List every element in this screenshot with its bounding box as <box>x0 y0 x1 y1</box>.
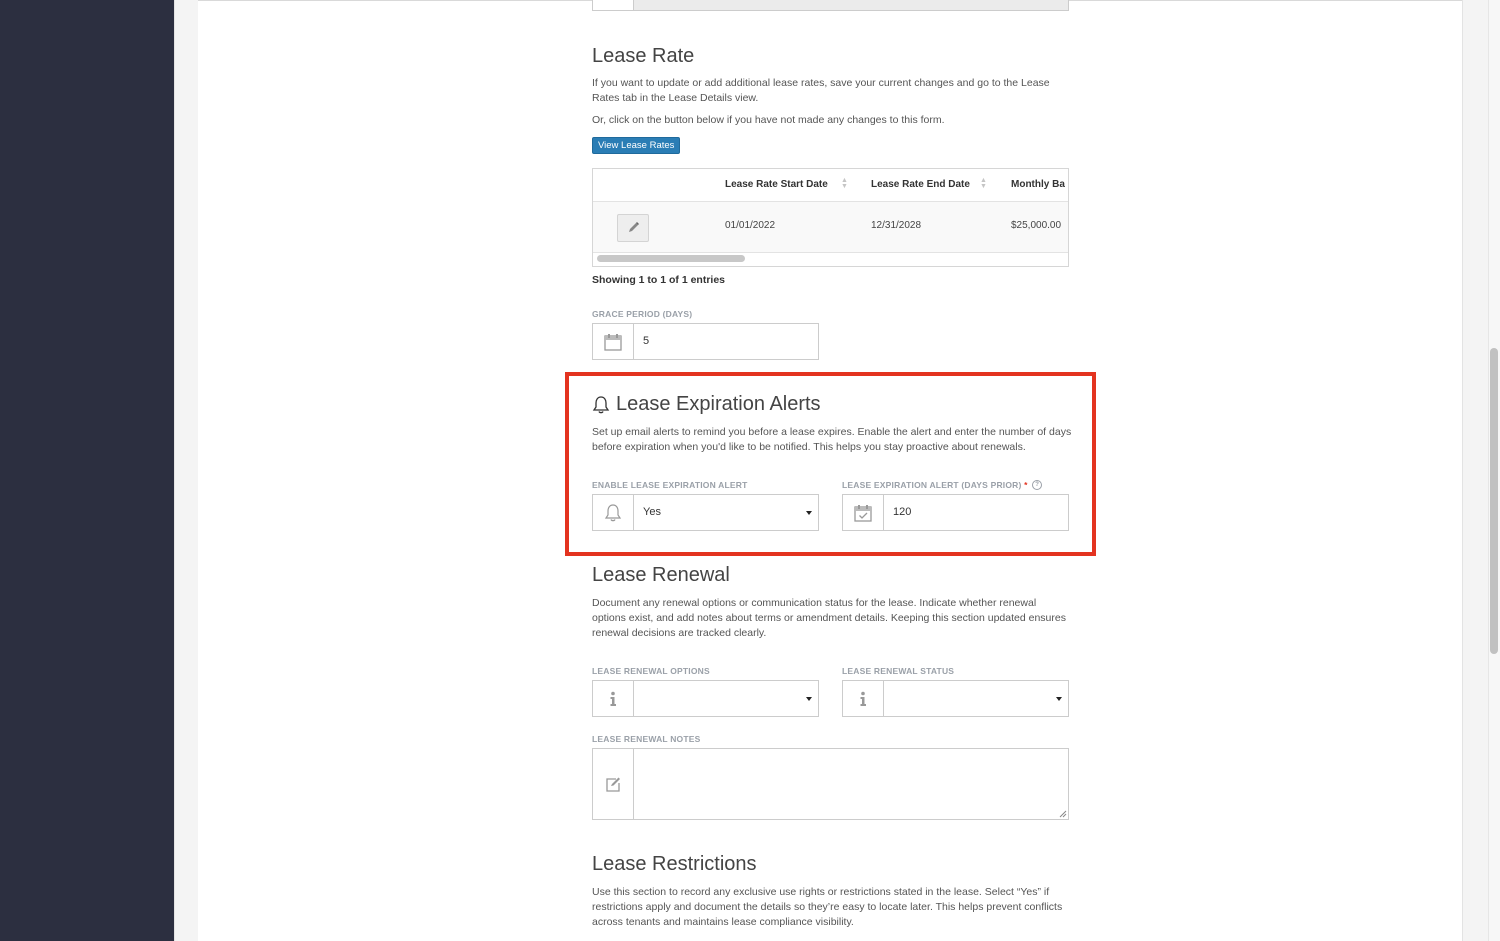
left-gutter <box>174 0 199 941</box>
renewal-status-label: LEASE RENEWAL STATUS <box>842 666 955 676</box>
days-prior-input[interactable]: 120 <box>893 506 912 518</box>
expiration-alerts-description: Set up email alerts to remind you before a lease expires. Enable the alert and enter the number of days before expiration when you'd like to be notified. This helps you stay proactive about renewals. <box>592 426 1072 453</box>
cell-monthly-base: $25,000.00 <box>1011 220 1062 231</box>
edit-addon <box>593 749 634 819</box>
cell-end-date: 12/31/2028 <box>871 220 922 231</box>
renewal-options-label: LEASE RENEWAL OPTIONS <box>592 666 710 676</box>
lease-rate-button-hint: Or, click on the button below if you have not made any changes to this form. <box>592 114 945 126</box>
expiration-alerts-title: Lease Expiration Alerts <box>616 393 821 415</box>
lease-restrictions-title: Lease Restrictions <box>592 853 757 875</box>
page-scrollbar-thumb[interactable] <box>1490 348 1498 654</box>
days-prior-label-text: LEASE EXPIRATION ALERT (DAYS PRIOR) <box>842 480 1022 490</box>
lease-rate-description: If you want to update or add additional lease rates, save your current changes and go to the Lease Rates tab in the Lease Details view. <box>592 77 1050 104</box>
sort-icon[interactable]: ▲ ▼ <box>841 177 848 190</box>
pencil-icon <box>618 215 648 241</box>
renewal-status-select[interactable] <box>842 680 1069 717</box>
days-prior-field[interactable] <box>842 494 1069 531</box>
cell-start-date: 01/01/2022 <box>725 220 776 231</box>
table-header-monthly-base[interactable]: Monthly Ba <box>1011 179 1065 190</box>
grace-period-input[interactable]: 5 <box>643 335 650 347</box>
enable-alert-label: ENABLE LEASE EXPIRATION ALERT <box>592 480 748 490</box>
lease-renewal-description: Document any renewal options or communication status for the lease. Indicate whether renewal options exist, and add notes about terms or amendment details. Keeping this section updated ensures renewal decisions are tracked clearly. <box>592 597 1066 639</box>
sort-icon[interactable]: ▲ ▼ <box>980 177 987 190</box>
help-icon[interactable]: ? <box>1032 480 1042 490</box>
previous-field-addon <box>593 0 634 10</box>
info-icon <box>603 689 623 709</box>
grace-period-field[interactable] <box>592 323 819 360</box>
bell-addon <box>593 495 634 530</box>
lease-rates-table <box>592 168 1069 267</box>
table-horizontal-scrollbar[interactable] <box>597 255 745 262</box>
lease-rate-title: Lease Rate <box>592 45 695 67</box>
lease-renewal-title: Lease Renewal <box>592 564 730 586</box>
previous-field-input[interactable] <box>634 0 1068 10</box>
renewal-notes-label: LEASE RENEWAL NOTES <box>592 734 701 744</box>
info-icon <box>853 689 873 709</box>
chevron-down-icon[interactable] <box>1056 697 1062 701</box>
info-addon <box>843 681 884 716</box>
left-sidebar <box>0 0 174 941</box>
resize-grip-icon[interactable] <box>1059 810 1067 818</box>
right-gutter <box>1462 0 1489 941</box>
view-lease-rates-button[interactable]: View Lease Rates <box>592 137 680 154</box>
calendar-icon <box>603 332 623 352</box>
lease-restrictions-description: Use this section to record any exclusive use rights or restrictions stated in the lease. Select “Yes” if restrictions apply and document the details so they’re easy to locate later. This helps prevent conflicts across tenants and maintains lease compliance visibility. <box>592 886 1063 928</box>
info-addon <box>593 681 634 716</box>
table-header-end-date[interactable]: Lease Rate End Date <box>871 179 970 190</box>
bell-icon <box>603 503 623 523</box>
enable-alert-value[interactable]: Yes <box>643 506 661 518</box>
chevron-down-icon[interactable] <box>806 511 812 515</box>
edit-row-button[interactable] <box>617 214 649 242</box>
required-marker: * <box>1024 480 1028 490</box>
renewal-notes-field[interactable] <box>592 748 1069 820</box>
previous-field[interactable] <box>592 0 1069 11</box>
table-entries-info: Showing 1 to 1 of 1 entries <box>592 274 726 286</box>
renewal-options-select[interactable] <box>592 680 819 717</box>
table-header-start-date[interactable]: Lease Rate Start Date <box>725 179 828 190</box>
table-row <box>593 201 1068 253</box>
grace-period-label: GRACE PERIOD (DAYS) <box>592 309 693 319</box>
calendar-addon <box>593 324 634 359</box>
calendar-check-addon <box>843 495 884 530</box>
bell-icon <box>591 395 611 415</box>
chevron-down-icon[interactable] <box>806 697 812 701</box>
calendar-check-icon <box>853 503 873 523</box>
edit-note-icon <box>603 774 623 794</box>
days-prior-label <box>842 480 1042 490</box>
enable-alert-select[interactable] <box>592 494 819 531</box>
